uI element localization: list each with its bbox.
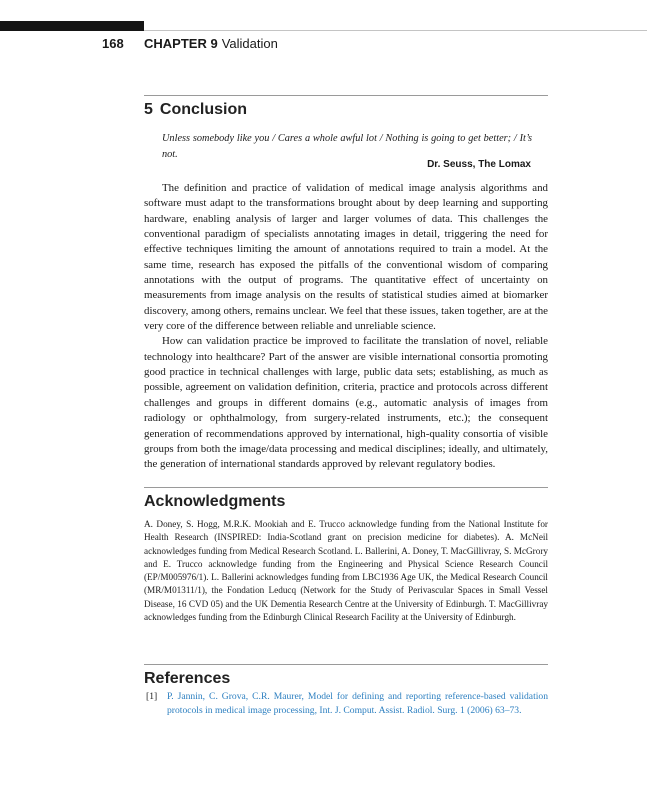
section-rule: [144, 664, 548, 665]
reference-number: [1]: [146, 691, 158, 702]
epigraph-attribution: Dr. Seuss, The Lomax: [427, 159, 531, 170]
section-rule: [144, 95, 548, 96]
chapter-title: Validation: [221, 36, 278, 51]
epigraph: Unless somebody like you / Cares a whole awful lot / Nothing is going to get better; / It’s not.: [162, 133, 532, 160]
header-bar: [0, 21, 144, 31]
reference-item: [146, 690, 548, 717]
section-heading-references: References: [144, 670, 231, 687]
page-number: 168: [102, 36, 124, 51]
chapter-label: CHAPTER 9: [144, 36, 218, 51]
paragraph: The definition and practice of validation of medical image analysis algorithms and software must adapt to the transformations brought about by deep learning and supporting hardware, enabling analysis of larger and larger volumes of data. This challenges the conventional paradigm of specialists annotating images in detail, triggering the need for effective techniques limiting the amount of annotations required to train a model. At the same time, research has exposed the pitfalls of the conventional wisdom of comparing annotations with the output of programs. The quantitative effect of uncertainty on measurements from image analysis on the results of statistical studies aimed at biomarker discovery, among others, remains unclear. We feel that these issues, taken together, are at the very core of the difference between reliable and unreliable science.: [144, 182, 548, 333]
section-title: Conclusion: [159, 101, 248, 118]
header-line: [144, 30, 647, 31]
conclusion-body: [144, 181, 548, 473]
running-head: [144, 36, 278, 51]
section-number: 5: [144, 101, 153, 118]
reference-link[interactable]: P. Jannin, C. Grova, C.R. Maurer, Model for defining and reporting reference-based validation protocols in medical image processing, Int. J. Comput. Assist. Radiol. Surg. 1 (2006) 63–73.: [167, 691, 548, 716]
acknowledgments-text: A. Doney, S. Hogg, M.R.K. Mookiah and E. Trucco acknowledge funding from the National Institute for Health Research (INSPIRED: India-Scotland grant on precision medicine for diabetes). A. McNeil acknowledges funding from Medical Research Scotland. L. Ballerini, A. Doney, T. MacGillivray, S. McGrory and E. Trucco acknowledge funding from the Engineering and Physical Science Research Council (EP/M005976/1). L. Ballerini acknowledges funding from LBC1936 Age UK, the Medical Research Council (MR/M01311/1), the Fondation Leducq (Network for the Study of Perivascular Spaces in Small Vessel Disease, 16 CVD 05) and the UK Dementia Research Centre at the University of Edinburgh. T. MacGillivray acknowledges funding from the Edinburgh Clinical Research Facility at the University of Edinburgh.: [144, 519, 548, 623]
paragraph: How can validation practice be improved to facilitate the translation of novel, reliable technology into healthcare? Part of the answer are visible international consortia promoting good practice in technical challenges with large, public data sets; establishing, as much as possible, agreement on validation definition, criteria, practice and protocols across different challenges and groups in different domains (e.g., automatic analysis of images from radiology or ophthalmology, from surgery-related instruments, etc.); the consequent generation of recommendations approved by international, high-quality consortia of visible groups from both the image/data processing and medical disciplines; ideally, and ultimately, the generation of international standards approved by relevant regulatory bodies.: [144, 335, 548, 471]
section-heading-conclusion: [144, 101, 247, 119]
section-rule: [144, 487, 548, 488]
section-heading-acknowledgments: Acknowledgments: [144, 493, 286, 510]
